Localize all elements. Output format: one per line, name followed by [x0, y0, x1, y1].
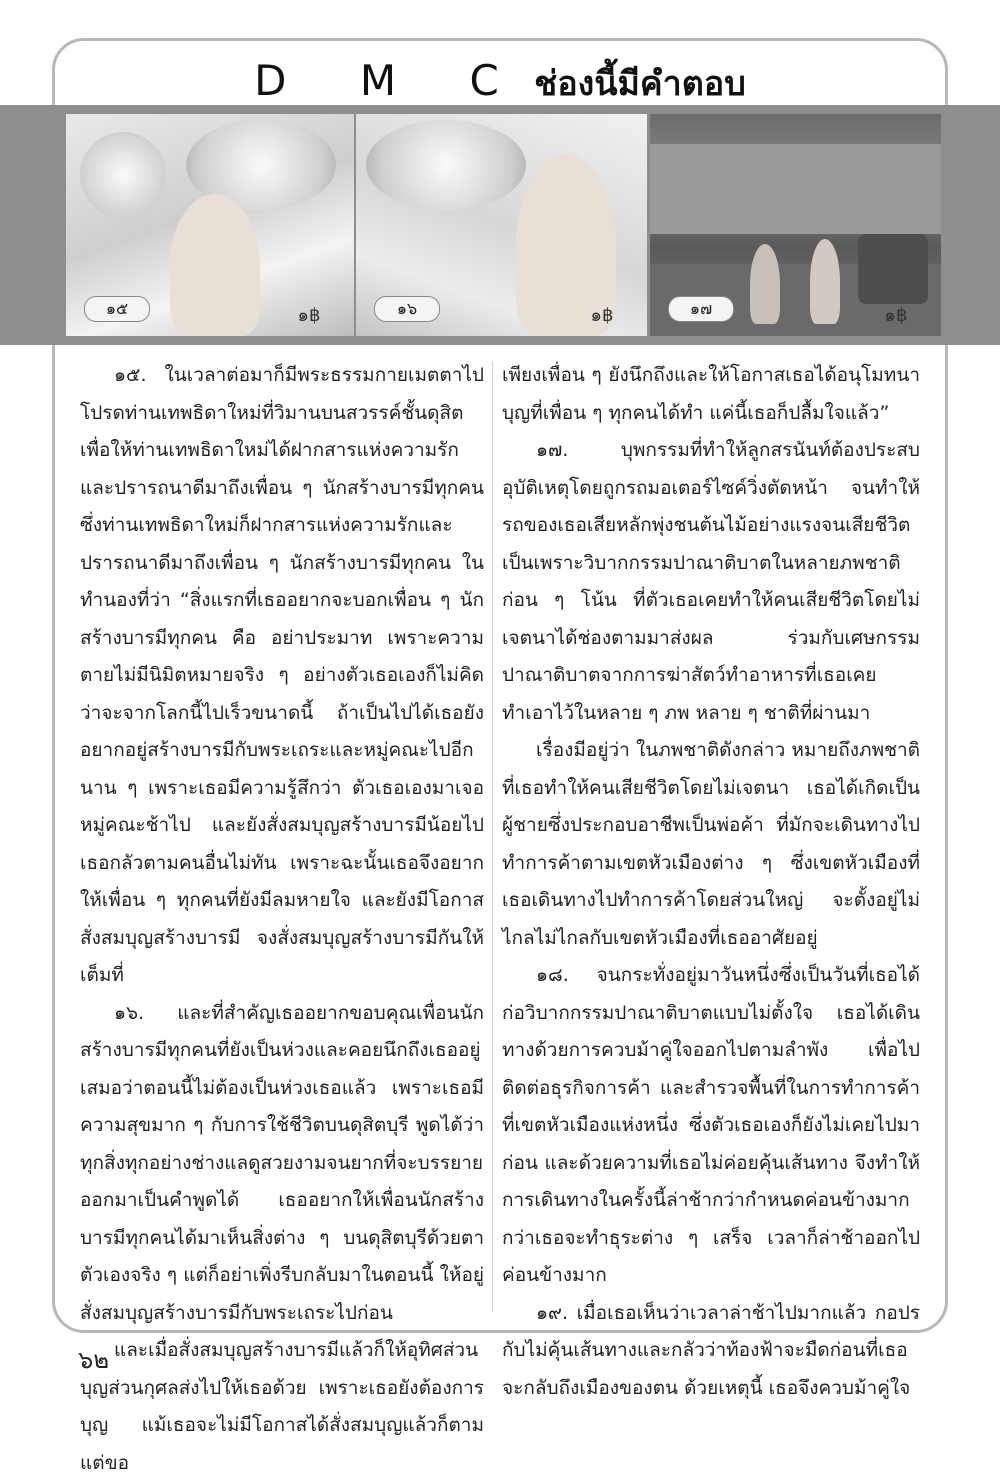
merchant-figure	[750, 244, 780, 324]
carriage	[858, 234, 928, 304]
paragraph: เพียงเพื่อน ๆ ยังนึกถึงและให้โอกาสเธอได้อนุโมทนาบุญที่เพื่อน ๆ ทุกคนได้ทำ แค่นี้เธอก็ปลื้มใจแล้ว”	[502, 364, 920, 424]
paragraph: เรื่องมีอยู่ว่า ในภพชาติดังกล่าว หมายถึงภพชาติที่เธอทำให้คนเสียชีวิตโดยไม่เจตนา เธอได้เกิดเป็นผู้ชายซึ่งประกอบอาชีพเป็นพ่อค้า ที่มักจะเดินทางไปทำการค้าตามเขตหัวเมืองต่าง ๆ ซึ่งเขตหัวเมืองที่เธอเดินทางไปทำการค้าโดยส่วนใหญ่ จะตั้งอยู่ไม่ไกลไม่ไกลกับเขตหัวเมืองที่เธออาศัยอยู่	[502, 739, 920, 949]
logo-icon: ๑฿	[297, 305, 321, 326]
text-column-right	[502, 357, 920, 1407]
paragraph: ๑๘. จนกระทั่งอยู่มาวันหนึ่งซึ่งเป็นวันที่เธอได้ก่อวิบากกรรมปาณาติบาตแบบไม่ตั้งใจ เธอได้เดินทางด้วยการควบม้าคู่ใจออกไปตามลำพัง เพื่อไปติดต่อธุรกิจการค้า และสำรวจพื้นที่ในการทำการค้าที่เขตหัวเมืองแห่งหนึ่ง ซึ่งตัวเธอเองก็ยังไม่เคยไปมาก่อน และด้วยความที่เธอไม่ค่อยคุ้นเส้นทาง จึงทำให้การเดินทางในครั้งนี้ล่าช้ากว่ากำหนดค่อนข้างมาก กว่าเธอจะทำธุระต่าง ๆ เสร็จ เวลาก็ล่าช้าออกไปค่อนข้างมาก	[502, 964, 920, 1286]
page-title	[0, 56, 1000, 110]
friends-bubble	[366, 120, 526, 210]
buddha-halo	[80, 132, 166, 218]
paragraph: ๑๖. และที่สำคัญเธออยากขอบคุณเพื่อนนักสร้างบารมีทุกคนที่ยังเป็นห่วงและคอยนึกถึงเธออยู่เสมอว่าตอนนี้ไม่ต้องเป็นห่วงเธอแล้ว เพราะเธอมีความสุขมาก ๆ กับการใช้ชีวิตบนดุสิตบุรี พูดได้ว่า ทุกสิ่งทุกอย่างช่างแลดูสวยงามจนยากที่จะบรรยายออกมาเป็นคำพูดได้ เธออยากให้เพื่อนนักสร้างบารมีทุกคนได้มาเห็นสิ่งต่าง ๆ บนดุสิตบุรีด้วยตาตัวเองจริง ๆ แต่ก็อย่าเพิ่งรีบกลับมาในตอนนี้ ให้อยู่สั่งสมบุญสร้างบารมีกับพระเถระไปก่อน	[80, 1001, 484, 1324]
illustration-17	[650, 114, 941, 336]
text-column-left	[80, 357, 484, 1482]
logo-icon: ๑฿	[590, 305, 614, 326]
paragraph: ๑๗. บุพกรรมที่ทำให้ลูกสรนันท์ต้องประสบอุบัติเหตุโดยถูกรถมอเตอร์ไซค์วิ่งตัดหน้า จนทำให้รถของเธอเสียหลักพุ่งชนต้นไม้อย่างแรงจนเสียชีวิต เป็นเพราะวิบากกรรมปาณาติบาตในหลายภพชาติก่อน ๆ โน้น ที่ตัวเธอเคยทำให้คนเสียชีวิตโดยไม่เจตนาได้ช่องตามมาส่งผล ร่วมกับเศษกรรมปาณาติบาตจากการฆ่าสัตว์ทำอาหารที่เธอเคยทำเอาไว้ในหลาย ๆ ภพ หลาย ๆ ชาติที่ผ่านมา	[502, 439, 920, 724]
logo-icon: ๑฿	[884, 305, 908, 326]
paragraph: และเมื่อสั่งสมบุญสร้างบารมีแล้วก็ให้อุทิศส่วนบุญส่วนกุศลส่งไปให้เธอด้วย เพราะเธอยังต้องการบุญ แม้เธอจะไม่มีโอกาสได้สั่งสมบุญแล้วก็ตาม แต่ขอ	[80, 1339, 484, 1474]
paragraph: ๑๕. ในเวลาต่อมาก็มีพระธรรมกายเมตตาไปโปรดท่านเทพธิดาใหม่ที่วิมานบนสวรรค์ชั้นดุสิต เพื่อให้ท่านเทพธิดาใหม่ได้ฝากสารแห่งความรักและปรารถนาดีมาถึงเพื่อน ๆ นักสร้างบารมีทุกคน ซึ่งท่านเทพธิดาใหม่ก็ฝากสารแห่งความรักและปรารถนาดีมาถึงเพื่อน ๆ นักสร้างบารมีทุกคน ในทำนองที่ว่า “สิ่งแรกที่เธออยากจะบอกเพื่อน ๆ นักสร้างบารมีทุกคน คือ อย่าประมาท เพราะความตายไม่มีนิมิตหมายจริง ๆ อย่างตัวเธอเองก็ไม่คิดว่าจะจากโลกนี้ไปเร็วขนาดนี้ ถ้าเป็นไปได้เธอยังอยากอยู่สร้างบารมีกับพระเถระและหมู่คณะไปอีกนาน ๆ เพราะเธอมีความรู้สึกว่า ตัวเธอเองมาเจอหมู่คณะช้าไป และยังสั่งสมบุญสร้างบารมีน้อยไป เธอกลัวตามคนอื่นไม่ทัน เพราะฉะนั้นเธอจึงอยากให้เพื่อน ๆ ทุกคนที่ยังมีลมหายใจ และยังมีโอกาสสั่งสมบุญสร้างบารมี จงสั่งสมบุญสร้างบารมีกันให้เต็มที่	[80, 364, 484, 986]
column-divider	[492, 362, 493, 1312]
illustration-16	[356, 114, 647, 336]
paragraph: ๑๙. เมื่อเธอเห็นว่าเวลาล่าช้าไปมากแล้ว กอปรกับไม่คุ้นเส้นทางและกลัวว่าท้องฟ้าจะมืดก่อนที่เธอจะกลับถึงเมืองของตน ด้วยเหตุนี้ เธอจึงควบม้าคู่ใจ	[502, 1301, 920, 1399]
image-number-badge: ๑๗	[668, 296, 734, 322]
page-number: ๖๒	[78, 1346, 110, 1374]
image-number-badge: ๑๕	[84, 296, 150, 322]
building-facade	[650, 144, 941, 234]
person-figure	[810, 239, 840, 324]
deity-figure	[170, 194, 260, 336]
illustration-15	[66, 114, 354, 336]
image-number-badge: ๑๖	[374, 296, 440, 322]
title-latin: D M C	[254, 56, 529, 105]
title-thai: ช่องนี้มีคำตอบ	[534, 64, 746, 104]
